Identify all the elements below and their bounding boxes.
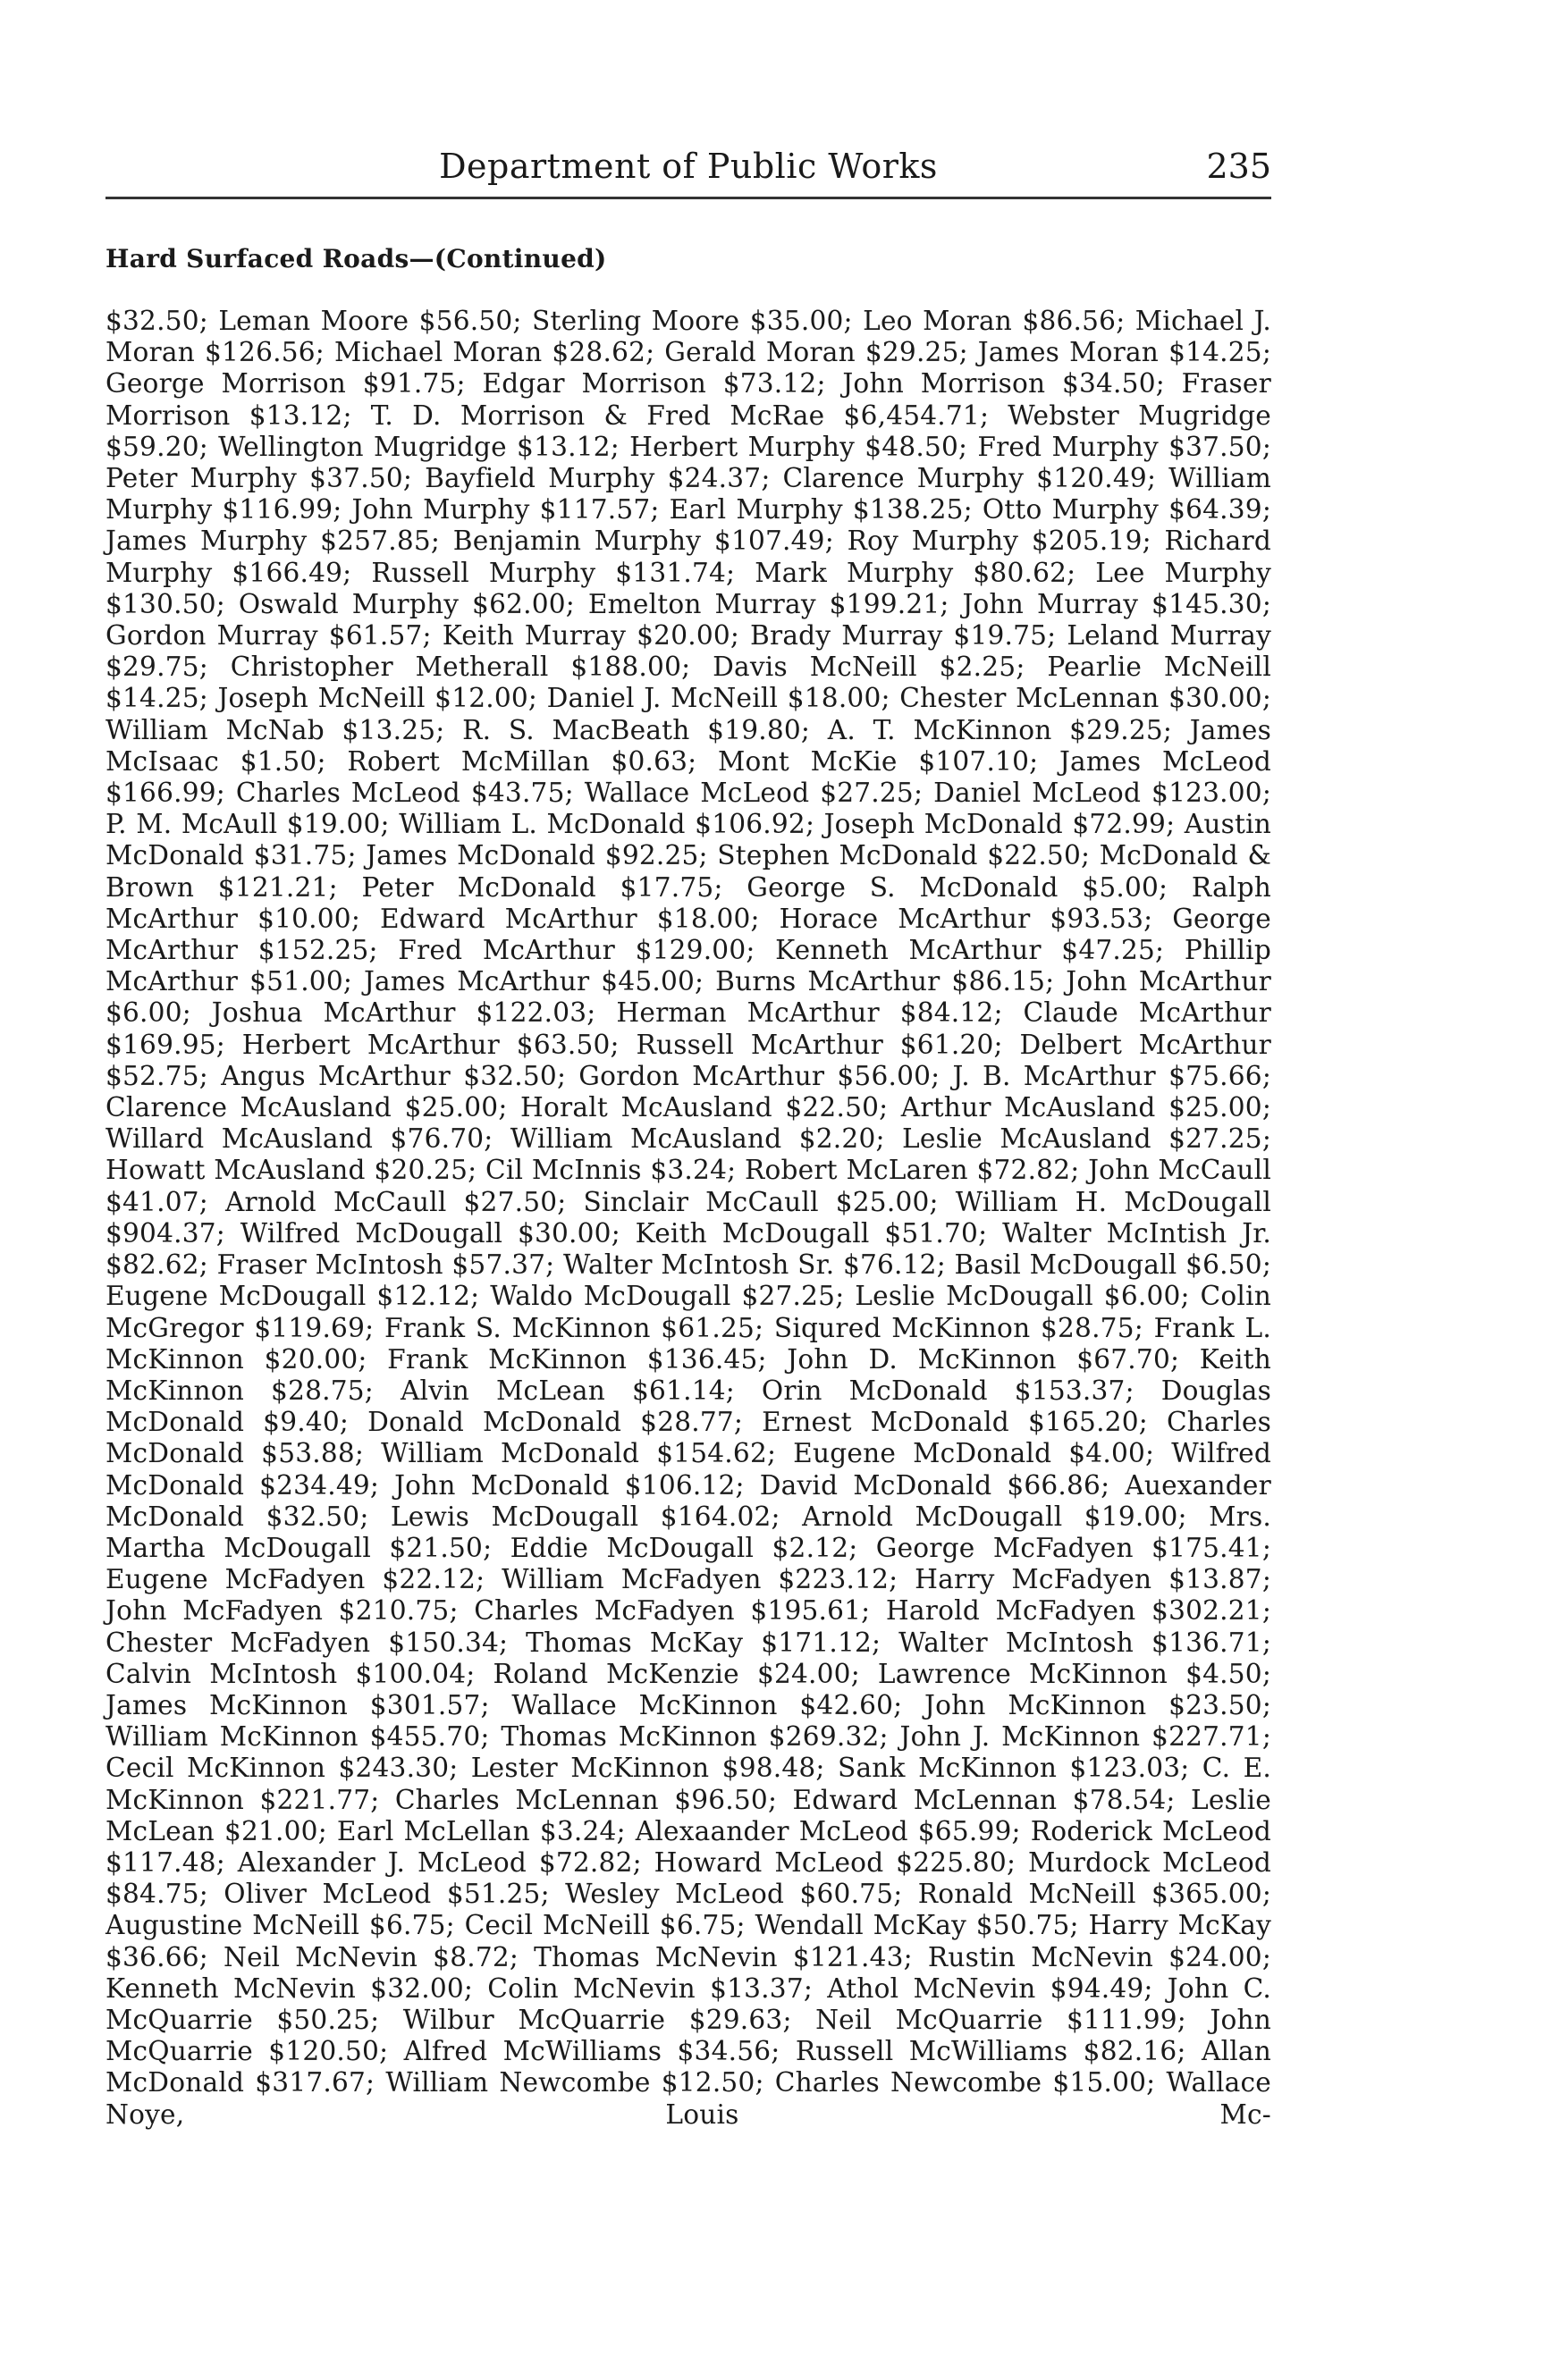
body-paragraph: $32.50; Leman Moore $56.50; Sterling Moore $35.00; Leo Moran $86.56; Michael J. Moran $126.56; Michael Moran $28.62; Gerald Moran $29.25; James Moran $14.25; George Morrison $91.75; Edgar Morrison $73.12; John Morrison $34.50; Fraser Morrison $13.12; T. D. Morrison & Fred McRae $6,454.71; Webster Mugridge $59.20; Wellington Mugridge $13.12; Herbert Murphy $48.50; Fred Murphy $37.50; Peter Murphy $37.50; Bayfield Murphy $24.37; Clarence Murphy $120.49; William Murphy $116.99; John Murphy $117.57; Earl Murphy $138.25; Otto Murphy $64.39; James Murphy $257.85; Benjamin Murphy $107.49; Roy Murphy $205.19; Richard Murphy $166.49; Russell Murphy $131.74; Mark Murphy $80.62; Lee Murphy $130.50; Oswald Murphy $62.00; Emelton Murray $199.21; John Murray $145.30; Gordon Murray $61.57; Keith Murray $20.00; Brady Murray $19.75; Leland Murray $29.75; Christopher Metherall $188.00; Davis McNeill $2.25; Pearlie McNeill $14.25; Joseph McNeill $12.00; Daniel J. McNeill $18.00; Chester McLennan $30.00; William McNab $13.25; R. S. MacBeath $19.80; A. T. McKinnon $29.25; James McIsaac $1.50; Robert McMillan $0.63; Mont McKie $107.10; James McLeod $166.99; Charles McLeod $43.75; Wallace McLeod $27.25; Daniel McLeod $123.00; P. M. McAull $19.00; William L. McDonald $106.92; Joseph McDonald $72.99; Austin McDonald $31.75; James McDonald $92.25; Stephen McDonald $22.50; McDonald & Brown $121.21; Peter McDonald $17.75; George S. McDonald $5.00; Ralph McArthur $10.00; Edward McArthur $18.00; Horace McArthur $93.53; George McArthur $152.25; Fred McArthur $129.00; Kenneth McArthur $47.25; Phillip McArthur $51.00; James McArthur $45.00; Burns McArthur $86.15; John McArthur $6.00; Joshua McArthur $122.03; Herman McArthur $84.12; Claude McArthur $169.95; Herbert McArthur $63.50; Russell McArthur $61.20; Delbert McArthur $52.75; Angus McArthur $32.50; Gordon McArthur $56.00; J. B. McArthur $75.66; Clarence McAusland $25.00; Horalt McAusland $22.50; Arthur McAusland $25.00; Willard McAusland $76.70; William McAusland $2.20; Leslie McAusland $27.25; Howatt McAusland $20.25; Cil McInnis $3.24; Robert McLaren $72.82; John McCaull $41.07; Arnold McCaull $27.50; Sinclair McCaull $25.00; William H. McDougall $904.37; Wilfred McDougall $30.00; Keith McDougall $51.70; Walter McIntish Jr. $82.62; Fraser McIntosh $57.37; Walter McIntosh Sr. $76.12; Basil McDougall $6.50; Eugene McDougall $12.12; Waldo McDougall $27.25; Leslie McDougall $6.00; Colin McGregor $119.69; Frank S. McKinnon $61.25; Siqured McKinnon $28.75; Frank L. McKinnon $20.00; Frank McKinnon $136.45; John D. McKinnon $67.70; Keith McKinnon $28.75; Alvin McLean $61.14; Orin McDonald $153.37; Douglas McDonald $9.40; Donald McDonald $28.77; Ernest McDonald $165.20; Charles McDonald $53.88; William McDonald $154.62; Eugene McDonald $4.00; Wilfred McDonald $234.49; John McDonald $106.12; David McDonald $66.86; Auexander McDonald $32.50; Lewis McDougall $164.02; Arnold McDougall $19.00; Mrs. Martha McDougall $21.50; Eddie McDougall $2.12; George McFadyen $175.41; Eugene McFadyen $22.12; William McFadyen $223.12; Harry McFadyen $13.87; John McFadyen $210.75; Charles McFadyen $195.61; Harold McFadyen $302.21; Chester McFadyen $150.34; Thomas McKay $171.12; Walter McIntosh $136.71; Calvin McIntosh $100.04; Roland McKenzie $24.00; Lawrence McKinnon $4.50; James McKinnon $301.57; Wallace McKinnon $42.60; John McKinnon $23.50; William McKinnon $455.70; Thomas McKinnon $269.32; John J. McKinnon $227.71; Cecil McKinnon $243.30; Lester McKinnon $98.48; Sank McKinnon $123.03; C. E. McKinnon $221.77; Charles McLennan $96.50; Edward McLennan $78.54; Leslie McLean $21.00; Earl McLellan $3.24; Alexaander McLeod $65.99; Roderick McLeod $117.48; Alexander J. McLeod $72.82; Howard McLeod $225.80; Murdock McLeod $84.75; Oliver McLeod $51.25; Wesley McLeod $60.75; Ronald McNeill $365.00; Augustine McNeill $6.75; Cecil McNeill $6.75; Wendall McKay $50.75; Harry McKay $36.66; Neil McNevin $8.72; Thomas McNevin $121.43; Rustin McNevin $24.00; Kenneth McNevin $32.00; Colin McNevin $13.37; Athol McNevin $94.49; John C. McQuarrie $50.25; Wilbur McQuarrie $29.63; Neil McQuarrie $111.99; John McQuarrie $120.50; Alfred McWilliams $34.56; Russell McWilliams $82.16; Allan McDonald $317.67; William Newcombe $12.50; Charles Newcombe $15.00; Wallace Noye, Louis Mc- xyxy=(105,306,1271,2130)
document-page xyxy=(105,0,1271,2380)
page-number: 235 xyxy=(1206,147,1271,186)
section-heading: Hard Surfaced Roads—(Continued) xyxy=(105,244,607,273)
header-rule xyxy=(105,197,1271,199)
running-header xyxy=(105,141,1271,191)
running-title: Department of Public Works xyxy=(439,147,938,186)
